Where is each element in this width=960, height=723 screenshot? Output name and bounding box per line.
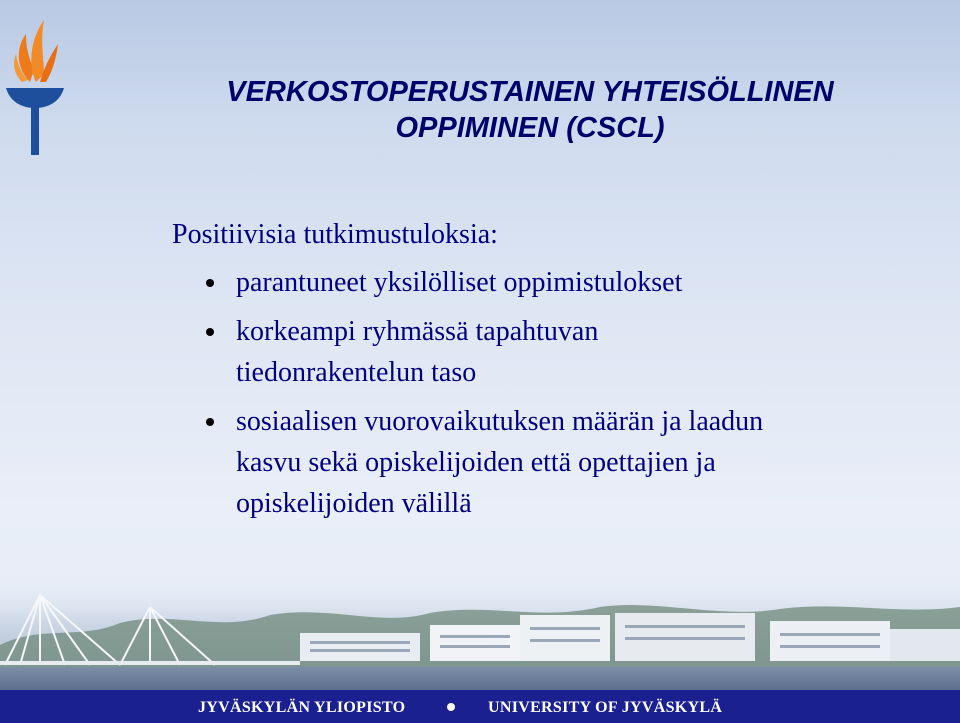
title-line-1: VERKOSTOPERUSTAINEN YHTEISÖLLINEN	[226, 76, 834, 108]
title-line-2: OPPIMINEN (CSCL)	[395, 112, 665, 144]
bullet-item	[200, 262, 900, 303]
campus-photo	[0, 585, 960, 690]
bullet-dot-icon	[206, 418, 214, 426]
torch-handle-icon	[31, 106, 39, 155]
university-torch-logo	[0, 10, 70, 155]
slide-title	[160, 74, 900, 146]
intro-text: Positiivisia tutkimustuloksia:	[172, 219, 498, 250]
bullet-line: sosiaalisen vuorovaikutuksen määrän ja laadun	[236, 406, 764, 437]
bullet-item	[200, 401, 900, 524]
bullet-line: kasvu sekä opiskelijoiden että opettajien ja	[236, 447, 716, 478]
bullet-line: tiedonrakentelun taso	[236, 357, 477, 388]
bullet-line: korkeampi ryhmässä tapahtuvan	[236, 316, 599, 347]
footer-separator-dot-icon	[447, 703, 455, 711]
footer-university-fi: JYVÄSKYLÄN YLIOPISTO	[198, 699, 406, 716]
footer-university-en: UNIVERSITY OF JYVÄSKYLÄ	[488, 699, 723, 716]
bullet-dot-icon	[206, 328, 214, 336]
bullet-dot-icon	[206, 279, 214, 287]
torch-bowl-icon	[6, 88, 64, 108]
bullet-item	[200, 311, 900, 393]
bullet-list	[200, 262, 900, 532]
flame-icon	[14, 20, 58, 82]
footer-bar	[0, 690, 960, 723]
bullet-line: parantuneet yksilölliset oppimistulokset	[236, 267, 683, 298]
bullet-line: opiskelijoiden välillä	[236, 488, 472, 519]
